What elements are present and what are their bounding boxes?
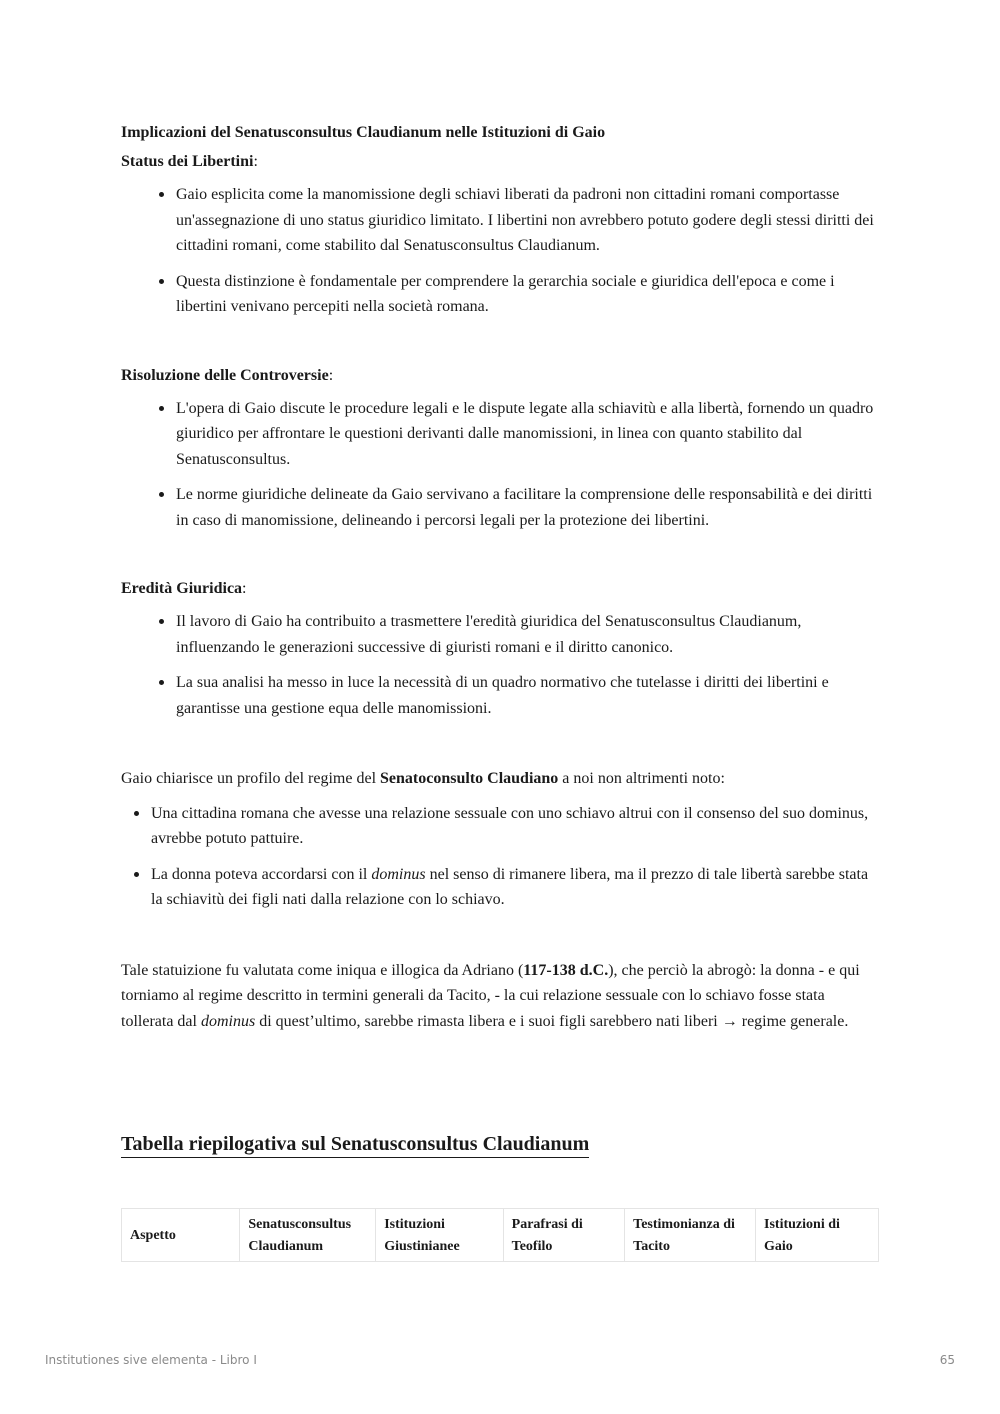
section-list-controversie: [121, 396, 879, 534]
list-item: La sua analisi ha messo in luce la necessità di un quadro normativo che tutelasse i diritti dei libertini e garantisse una gestione equa delle manomissioni.: [176, 670, 879, 721]
list-item: Gaio esplicita come la manomissione degli schiavi liberati da padroni non cittadini romani comportasse un'assegnazione di uno status giuridico limitato. I libertini non avrebbero potuto godere degli stessi diritti dei cittadini romani, come stabilito dal Senatusconsultus Claudianum.: [176, 182, 879, 259]
adriano-paragraph: Tale statuizione fu valutata come iniqua e illogica da Adriano (117-138 d.C.), che perciò la abrogò: la donna - e qui torniamo al regime descritto in termini generali da Tacito, - la cui relazione sessuale con lo schiavo fosse stata tollerata dal dominus di quest’ultimo, sarebbe rimasta libera e i suoi figli sarebbero nati liberi → regime generale.: [121, 961, 860, 1030]
list-item: Le norme giuridiche delineate da Gaio servivano a facilitare la comprensione delle responsabilità e dei diritti in caso di manomissione, delineando i percorsi legali per la protezione dei libertini.: [176, 482, 879, 533]
table-header-cell: Aspetto: [122, 1208, 240, 1261]
section-title-text: Risoluzione delle Controversie: [121, 366, 329, 384]
table-header-cell: Senatusconsultus Claudianum: [240, 1208, 376, 1261]
section-title-eredita: Eredità Giuridica:: [121, 580, 247, 597]
table-header-cell: Istituzioni di Gaio: [756, 1208, 879, 1261]
list-item: Questa distinzione è fondamentale per comprendere la gerarchia sociale e giuridica dell'epoca e come i libertini venivano percepiti nella società romana.: [176, 269, 879, 320]
table-header-cell: Parafrasi di Teofilo: [503, 1208, 624, 1261]
list-item: L'opera di Gaio discute le procedure legali e le dispute legate alla schiavitù e alla libertà, fornendo un quadro giuridico per affrontare le questioni derivanti dalle manomissioni, in linea con quanto stabilito dal Senatusconsultus.: [176, 396, 879, 473]
section-title-controversie: Risoluzione delle Controversie:: [121, 366, 334, 384]
table-header-cell: Testimonianza di Tacito: [625, 1208, 756, 1261]
dominus-italic: dominus: [371, 865, 426, 883]
dominus-italic: dominus: [200, 1012, 256, 1030]
gaio-paragraph-bold: Senatoconsulto Claudiano: [380, 770, 559, 787]
adriano-dates-bold: 117-138 d.C.: [523, 961, 609, 979]
section-list-status: [121, 182, 879, 320]
gaio-list: [121, 801, 879, 913]
footer-page-number: 65: [939, 1353, 955, 1367]
table-header-cell: Istituzioni Giustinianee: [376, 1208, 503, 1261]
page-content: [121, 122, 879, 1262]
gaio-paragraph: Gaio chiarisce un profilo del regime del Senatoconsulto Claudiano a noi non altrimenti noto:: [121, 770, 725, 787]
main-heading: Implicazioni del Senatusconsultus Claudianum nelle Istituzioni di Gaio: [121, 124, 606, 141]
footer-book-title: Institutiones sive elementa - Libro I: [45, 1353, 257, 1367]
summary-table: [121, 1208, 879, 1262]
list-item: Il lavoro di Gaio ha contribuito a trasmettere l'eredità giuridica del Senatusconsultus Claudianum, influenzando le generazioni successive di giuristi romani e il diritto canonico.: [176, 609, 879, 660]
section-title-status: Status dei Libertini:: [121, 153, 258, 170]
section-title-text: Eredità Giuridica: [121, 580, 243, 597]
list-item: La donna poteva accordarsi con il dominus nel senso di rimanere libera, ma il prezzo di tale libertà sarebbe stata la schiavitù dei figli nati dalla relazione con lo schiavo.: [151, 862, 879, 913]
section-list-eredita: [121, 609, 879, 721]
list-item: Una cittadina romana che avesse una relazione sessuale con uno schiavo altrui con il consenso del suo dominus, avrebbe potuto pattuire.: [151, 801, 879, 852]
table-heading: Tabella riepilogativa sul Senatusconsultus Claudianum: [121, 1131, 589, 1158]
section-title-text: Status dei Libertini: [121, 153, 254, 170]
table-header-row: [122, 1208, 879, 1261]
